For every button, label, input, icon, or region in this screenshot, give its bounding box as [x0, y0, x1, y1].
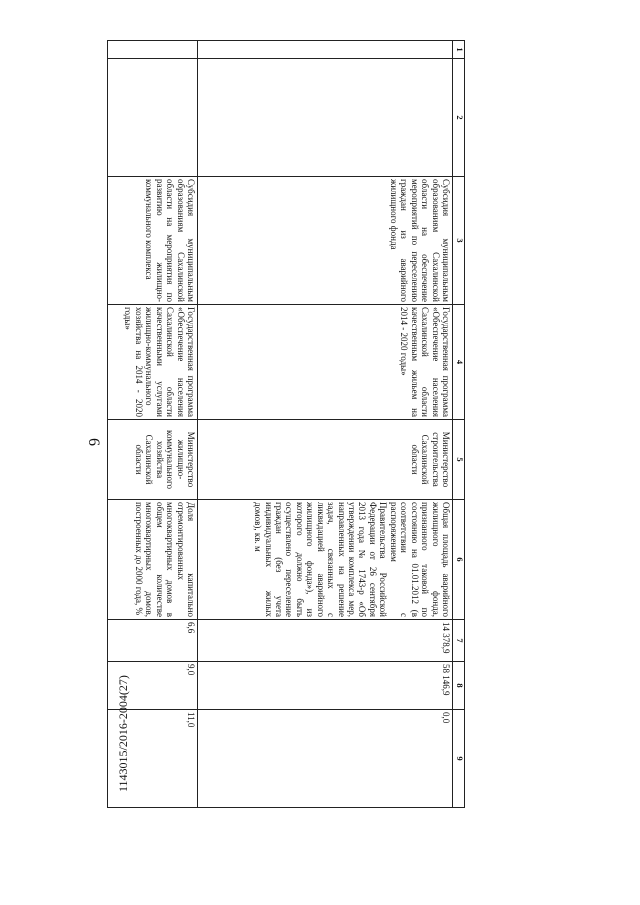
- cell-subsidy-name: Субсидия муниципальным образованиям Сахалинской области на обеспечение мероприятий по переселению граждан из аварийного жилищного фонда: [198, 177, 453, 305]
- cell-indicator: Общая площадь аварийного жилищного фонда, признанного таковой по состоянию на 01.01.2012 (в соответствии с распоряжением Правительства Российской Федерации от 26 сентября 2013 года № 1743-р «Об утверждении комплекса мер, направленных на решение задач, связанных с ликвидацией аварийного жилищного фонда»), из которого должно быть осуществлено переселение граждан (без учета индивидуальных жилых домов), кв. м: [198, 500, 453, 620]
- page-number: 6: [85, 438, 102, 446]
- cell-value-8: 58 146,9: [198, 662, 453, 710]
- cell-program-name: Государственная программа «Обеспечение населения Сахалинской области качественным жильем на 2014 - 2020 годы»: [198, 305, 453, 420]
- column-header-6: 6: [453, 500, 465, 620]
- column-header-5: 5: [453, 420, 465, 500]
- cell-value-7: 6,6: [108, 620, 198, 662]
- table-header-row: [453, 41, 465, 808]
- cell-value-7: 14 378,9: [198, 620, 453, 662]
- column-header-4: 4: [453, 305, 465, 420]
- rotated-table-container: [108, 40, 465, 807]
- column-header-7: 7: [453, 620, 465, 662]
- column-header-2: 2: [453, 59, 465, 177]
- cell-indicator: Доля капитально отремонтированных многоквартирных домов в общем количестве многоквартирных домов, построенных до 2000 года, %: [108, 500, 198, 620]
- cell-program-name: Государственная программа «Обеспечение населения Сахалинской области качественными услугами жилищно-коммунального хозяйства на 2014 - 2020 годы»: [108, 305, 198, 420]
- column-header-3: 3: [453, 177, 465, 305]
- cell-value-9: 0,0: [198, 710, 453, 808]
- column-header-8: 8: [453, 662, 465, 710]
- data-table: [107, 40, 465, 808]
- cell-subsidy-name: Субсидия муниципальным образованиям Сахалинской области на мероприятия по развитию жилищно-коммунального комплекса: [108, 177, 198, 305]
- document-code: 1143015/2016-2004(27): [116, 675, 130, 792]
- cell-col1: [108, 41, 198, 59]
- table-row: [198, 41, 453, 808]
- cell-value-9: 11,0: [108, 710, 198, 808]
- cell-col2: [108, 59, 198, 177]
- column-header-1: 1: [453, 41, 465, 59]
- cell-ministry: Министерство строительства Сахалинской области: [198, 420, 453, 500]
- cell-col1: [198, 41, 453, 59]
- cell-ministry: Министерство жилищно-коммунального хозяйства Сахалинской области: [108, 420, 198, 500]
- column-header-9: 9: [453, 710, 465, 808]
- cell-col2: [198, 59, 453, 177]
- cell-value-8: 9,0: [108, 662, 198, 710]
